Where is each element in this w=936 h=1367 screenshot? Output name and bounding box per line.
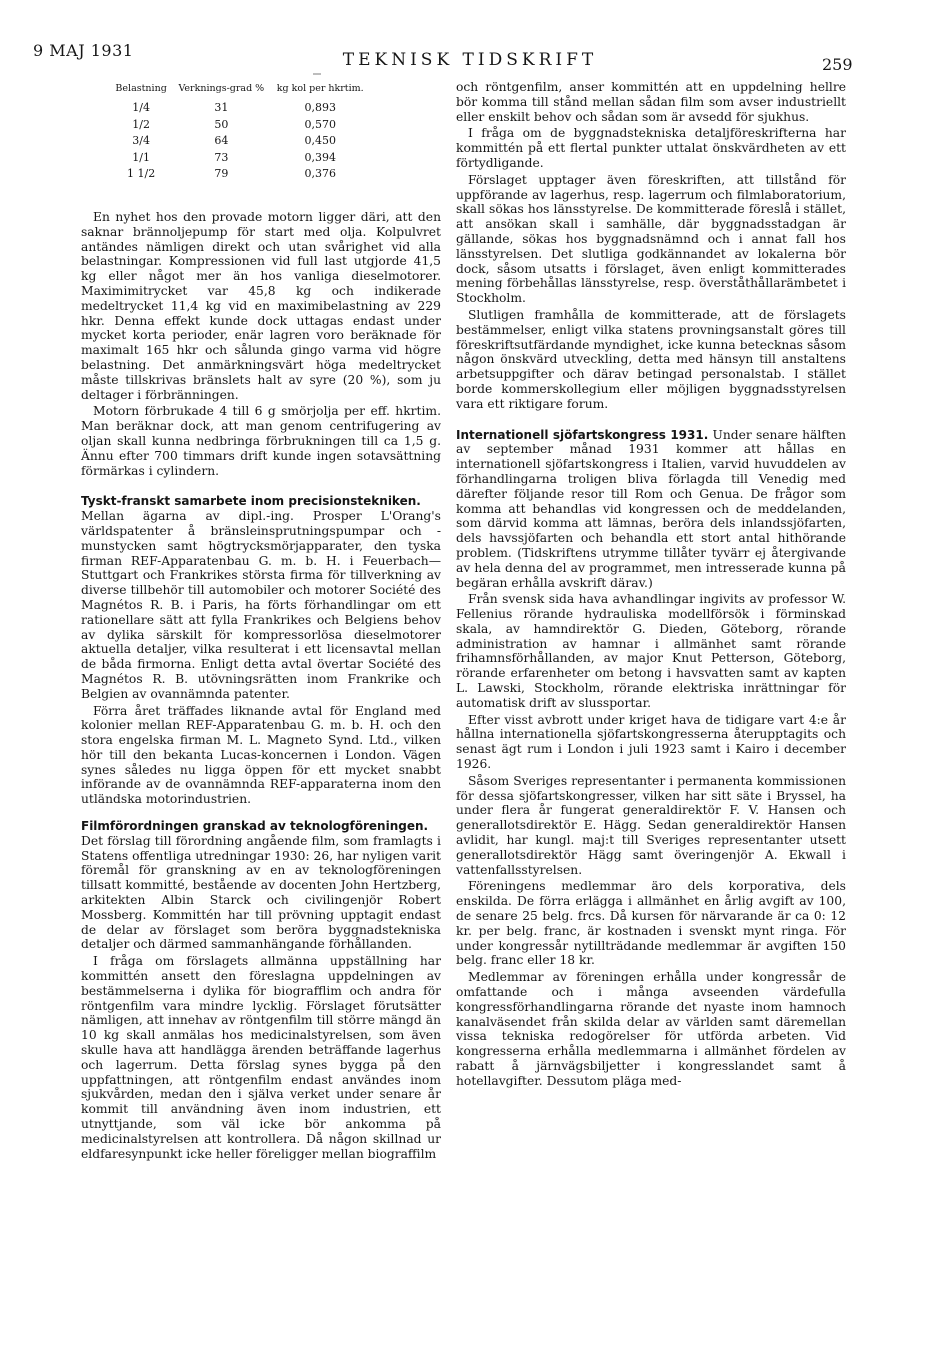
paragraph: I fråga om de byggnadstekniska detaljföreskrifterna har kommittén på ett flertal punkter uttalat önskvärdheten av ett förtydligande. [456,126,846,170]
paragraph: Föreningens medlemmar äro dels korporativa, dels enskilda. De förra erlägga i allmänhet en årlig avgift av 100, de senare 25 belg. frcs. Då kursen för närvarande är ca 0: 12 kr. per belg. franc, är kostnaden i svenskt mynt ringa. För under kongressår nytillträdande medlemmar är avgiften 150 belg. franc eller 18 kr. [456,879,846,968]
paragraph: Förslaget upptager även föreskriften, att tillstånd för uppförande av lagerhus, resp. lagerrum och filmlaboratorium, skall sökas hos länsstyrelse. De kommitterade föreslå i stället, att ansökan skall i samhälle, där byggnadsstadgan är gällande, sökas hos byggnadsnämnd och i annat fall hos länsstyrelsen. Det slutliga godkännandet av lokalerna bör dock, såsom utsatts i förslaget, även enligt kommitterades mening förbehållas länsstyrelse, resp. överståthållarämbetet i Stockholm. [456,172,846,306]
table-cell: 64 [214,134,229,147]
paragraph: Slutligen framhålla de kommitterade, att de förslagets bestämmelser, enligt vilka statens provningsanstalt göres till föreskriftsutfärdande myndighet, icke kunna betecknas såsom någon önskvärd utveckling, detta med hänsyn till anstaltens arbetsuppgifter och därav betingad personalstab. I stället borde kommerskollegium eller möjligen byggnadsstyrelsen vara ett riktigare forum. [456,307,846,411]
load-efficiency-table [110,84,370,183]
paragraph-text: Det förslag till förordning angående film, som framlagts i Statens offentliga utredningar 1930: 26, har nyligen varit föremål för granskning av en av teknologföreningen tillsatt kommitté, bestående av docenten John Hertzberg, arkitekten Albin Starck och civilingenjör Robert Mossberg. Kommittén har till prövning upptagit endast de delar av förslaget som beröra byggnadstekniska detaljer och därmed sammanhängande förhållanden. [81,833,441,952]
paragraph-text: Under senare hälften av september månad 1931 kommer att hållas en internationell sjöfartskongress i Italien, varvid huvuddelen av förhandlingarna troligen bliva förlagda till Venedig med därefter följande resor till Rom och Genua. De frågor som komma att behandlas vid kongressen och de meddelanden, som därvid komma att lämnas, beröra dels inlandssjöfarten, dels havssjöfarten och behandla ett stort antal hithörande problem. (Tidskriftens utrymme tillåter tyvärr ej återgivande av hela denna del av programmet, men intresserade kunna på begäran erhålla avskrift därav.) [456,427,846,590]
paragraph: Efter visst avbrott under kriget hava de tidigare vart 4:e år hållna internationella sjöfartskongresserna återupptagits och senast ägt rum i London i juli 1923 samt i Kairo i december 1926. [456,712,846,772]
paragraph: En nyhet hos den provade motorn ligger däri, att den saknar brännoljepump för start med olja. Kolpulvret antändes nämligen direkt och utan svårighet vid alla belastningar. Kompressionen vid full last utgjorde 41,5 kg eller något mer än hos vanliga dieselmotorer. Maximimitrycket var 45,8 kg och indikerade medeltrycket 11,4 kg vid en maximibelastning av 229 hkr. Denna effekt kunde dock uttagas endast under mycket korta perioder, enär lagren voro beräknade för maximalt 165 hkr och sålunda gingo varma vid högre belastning. Det anmärkningsvärt höga medeltrycket måste tillskrivas bränslets halt av syre (20 %), som ju deltager i förbränningen. [81,210,441,402]
journal-title: TEKNISK TIDSKRIFT [342,50,598,70]
table-cell: 0,394 [304,150,336,164]
section-gap [81,807,441,819]
table-cell: 79 [214,167,229,180]
table-row [110,133,370,150]
table-row [110,117,370,134]
table-cell: 73 [214,150,229,164]
section-gap [81,478,441,494]
table-cell: 31 [214,101,229,114]
pencil-mark [313,73,321,75]
section-heading: Internationell sjöfartskongress 1931. [456,427,709,442]
table-row [110,166,370,183]
paragraph: Medlemmar av föreningen erhålla under kongressår de omfattande och i många avseenden värdefulla kongressförhandlingarna rörande det nyaste inom hamnoch kanalväsendet från skilda delar av världen samt däremellan vissa tekniska redogörelser för utförda arbeten. Vid kongresserna erhålla medlemmarna i allmänhet fördelen av rabatt å järnvägsbiljetter i kongresslandet samt å hotellavgifter. Dessutom pläga med- [456,970,846,1088]
paragraph-with-heading [456,428,846,591]
table-cell: 1/4 [132,101,150,114]
table-row [110,150,370,167]
paragraph-with-heading [81,819,441,952]
page-number: 259 [822,55,853,74]
paragraph: Motorn förbrukade 4 till 6 g smörjolja per eff. hkrtim. Man beräknar dock, att man genom centrifugering av oljan skall kunna nedbringa förbrukningen till ca 1,5 g. Ännu efter 700 timmars drift kunde ingen sotavsättning förmärkas i cylindern. [81,404,441,478]
table-cell: 50 [214,117,229,131]
issue-date: 9 MAJ 1931 [33,41,134,60]
table-cell: 0,570 [304,117,336,131]
column-header: Belastning [115,83,167,94]
section-heading: Filmförordningen granskad av teknologföreningen. [81,819,429,834]
column-header: kg kol per hkrtim. [276,83,364,94]
paragraph: Från svensk sida hava avhandlingar ingivits av professor W. Fellenius rörande hydrauliska modellförsök i förminskad skala, av hamndirektör G. Dieden, Göteborg, rörande administration av hamnar i allmänhet samt rörande frihamnsförhållanden, av major Knut Petterson, Göteborg, rörande erfarenheter om betong i havsvatten samt av kapten L. Lawski, Stockholm, rörande elektriska inrättningar för automatisk drift av slussportar. [456,592,846,710]
table-cell: 0,376 [304,167,336,180]
column-header: Verknings-grad % [178,83,265,94]
table-row [110,100,370,117]
section-heading: Tyskt-franskt samarbete inom precisionstekniken. [81,494,421,509]
paragraph: I fråga om förslagets allmänna uppställning har kommittén ansett den föreslagna uppdelningen av bestämmelserna i dylika för biografflim och andra för röntgenfilm vara mindre lycklig. Förslaget förutsätter nämligen, att innehav av röntgenfilm till större mängd än 10 kg skall anmälas hos medicinalstyrelsen, som även skulle hava att handlägga ärenden beträffande lagerhus och lagerrum. Detta förslag synes bygga på den uppfattningen, att röntgenfilm endast användes inom sjukvården, medan den i själva verket under senare år kommit till användning även inom industrien, ett utnyttjande, som väl icke bör ankomma på medicinalstyrelsen att kontrollera. Då någon skillnad ur eldfaresynpunkt icke heller föreligger mellan biograffilm [81,954,441,1161]
section-gap [456,412,846,428]
table-cell: 0,893 [304,101,336,114]
paragraph: Såsom Sveriges representanter i permanenta kommissionen för dessa sjöfartskongresser, vilken har sitt säte i Bryssel, ha under flera år fungerat generaldirektör F. V. Hansen och generallotsdirektör E. Hägg. Sedan generaldirektör Hansen avlidit, har kungl. maj:t till Sveriges representanter utsett generallotsdirektör Hägg samt överingenjör A. Ekwall i vattenfallsstyrelsen. [456,773,846,877]
table-header-row [110,84,370,100]
paragraph: och röntgenfilm, anser kommittén att en uppdelning hellre bör komma till stånd mellan sådan film som avser industriellt eller enskilt behov och sådan som är avsedd för sjukhus. [456,80,846,124]
table-cell: 3/4 [132,134,150,147]
table-cell: 0,450 [304,134,336,147]
right-column [456,80,846,1089]
paragraph-with-heading [81,494,441,701]
table-cell: 1/2 [132,117,150,131]
table-cell: 1 1/2 [127,167,156,180]
table-cell: 1/1 [132,150,150,164]
left-column [81,210,441,1161]
paragraph-text: Mellan ägarna av dipl.-ing. Prosper L'Orang's världspatenter å bränsleinsprutningspumpar och -munstycken samt högtrycksmörjapparater, den tyska firman REF-Apparatenbau G. m. b. H. i Feuerbach—Stuttgart och Frankrikes största firma för tillverkning av diverse tillbehör till automobiler och motorer Société des Magnétos R. B. i Paris, ha förts förhandlingar om ett rationellare sätt att fylla Frankrikes och Belgiens behov av dylika särskilt för kompressorlösa dieselmotorer aktuella detaljer, vilka resulterat i ett licensavtal mellan de båda firmorna. Enligt detta avtal övertar Société des Magnétos R. B. utövningsrätten inom Frankrike och Belgien av ovannämnda patenter. [81,509,441,701]
paragraph: Förra året träffades liknande avtal för England med kolonier mellan REF-Apparatenbau G. m. b. H. och den stora engelska firman M. L. Magneto Synd. Ltd., vilken hör till den bekanta Lucas-koncernen i London. Vägen synes således nu ligga öppen för ett mycket snabbt införande av de ovannämnda REF-apparaterna inom den utländska motorindustrien. [81,703,441,807]
